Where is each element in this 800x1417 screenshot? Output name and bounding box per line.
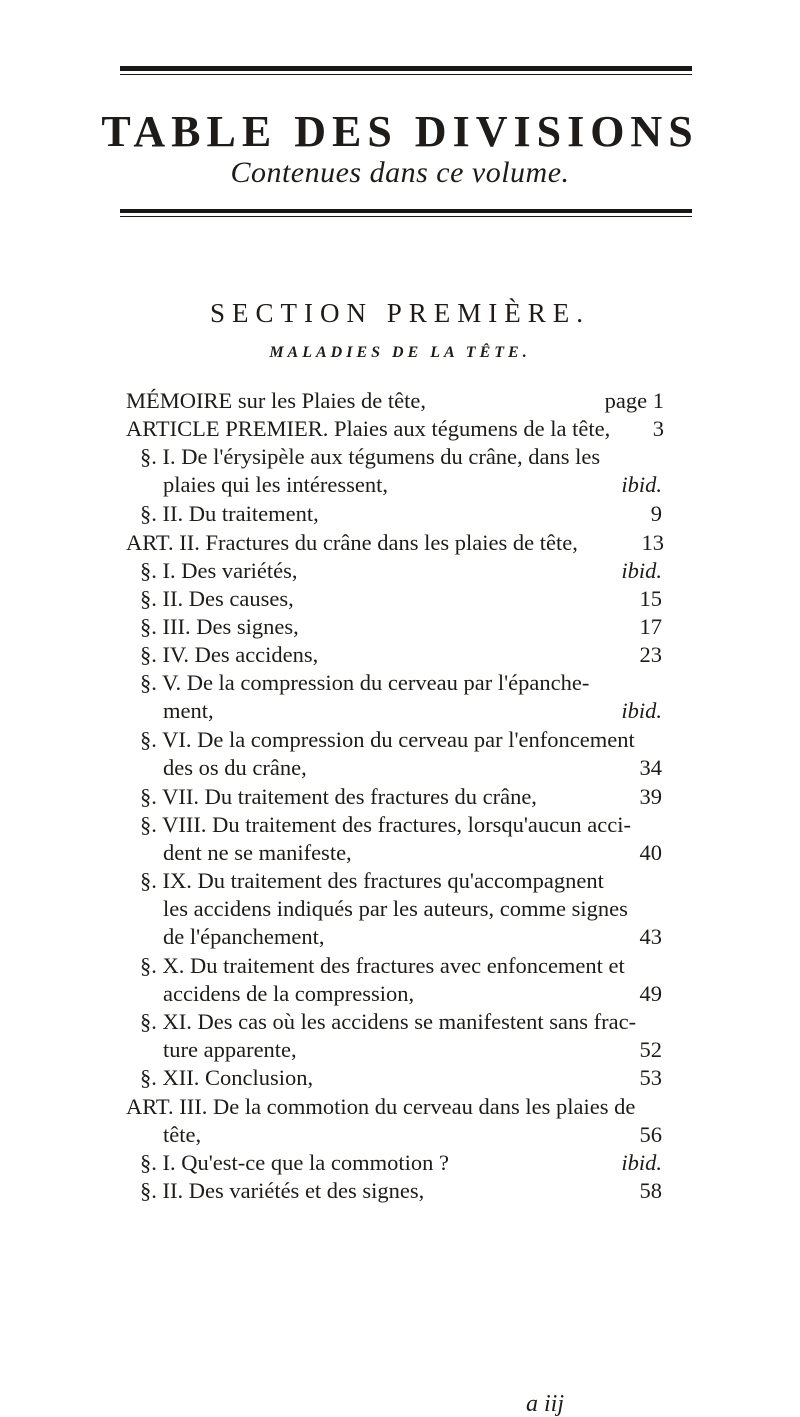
- toc-entry: [140, 667, 662, 698]
- toc-entry: [140, 1147, 662, 1178]
- top-rule-thin: [120, 74, 692, 75]
- toc-entry: [140, 583, 662, 614]
- toc-entry: [163, 837, 662, 868]
- toc-entry-page: 52: [639, 1037, 662, 1062]
- toc-entry-page: 43: [639, 924, 662, 949]
- toc-entry-text: §. I. Des variétés,: [140, 558, 298, 583]
- toc-entry-page: 3: [652, 416, 664, 441]
- toc-entry-text: dent ne se manifeste,: [163, 840, 352, 865]
- toc-entry: [163, 752, 662, 783]
- toc-entry-text: §. VIII. Du traitement des fractures, lorsqu'aucun acci-: [140, 812, 631, 837]
- toc-entry-text: plaies qui les intéressent,: [163, 472, 388, 497]
- toc-entry-text: §. I. Qu'est-ce que la commotion ?: [140, 1150, 449, 1175]
- middle-rule-thick: [120, 209, 692, 213]
- toc-entry: [140, 950, 662, 981]
- toc-entry: [163, 1119, 662, 1150]
- toc-entry-page: 15: [639, 586, 662, 611]
- toc-entry-page: 17: [639, 614, 662, 639]
- toc-entry: [140, 555, 662, 586]
- toc-entry-text: §. X. Du traitement des fractures avec enfoncement et: [140, 953, 625, 978]
- toc-entry: [126, 527, 664, 558]
- toc-entry-page: page 1: [604, 388, 664, 413]
- toc-entry-text: §. VII. Du traitement des fractures du crâne,: [140, 784, 537, 809]
- toc-entry-page: ibid.: [621, 558, 662, 583]
- toc-entry-text: MÉMOIRE sur les Plaies de tête,: [126, 388, 426, 413]
- toc-entry: [126, 385, 664, 416]
- toc-entry: [163, 921, 662, 952]
- middle-rule-thin: [120, 216, 692, 217]
- toc-entry-text: §. III. Des signes,: [140, 614, 299, 639]
- toc-entry-text: §. IV. Des accidens,: [140, 642, 319, 667]
- toc-entry: [140, 1006, 662, 1037]
- toc-entry-text: les accidens indiqués par les auteurs, comme signes: [163, 896, 628, 921]
- section-title: SECTION PREMIÈRE.: [209, 298, 590, 328]
- toc-entry-text: §. II. Du traitement,: [140, 501, 319, 526]
- toc-entry: [140, 781, 662, 812]
- toc-entry-text: §. II. Des causes,: [140, 586, 294, 611]
- signature-mark: a iij: [526, 1391, 565, 1417]
- toc-entry-page: 53: [639, 1065, 662, 1090]
- toc-entry-page: ibid.: [621, 1150, 662, 1175]
- toc-entry: [163, 978, 662, 1009]
- toc-entry-text: ART. II. Fractures du crâne dans les plaies de tête,: [126, 530, 578, 555]
- toc-entry-text: §. VI. De la compression du cerveau par l'enfoncement: [140, 727, 635, 752]
- top-rule-thick: [120, 66, 692, 71]
- toc-entry-page: 39: [639, 784, 662, 809]
- toc-entry: [140, 498, 662, 529]
- toc-entry-text: tête,: [163, 1122, 202, 1147]
- toc-entry-text: §. I. De l'érysipèle aux tégumens du crâne, dans les: [140, 444, 601, 469]
- toc-entry: [163, 469, 662, 500]
- toc-entry: [140, 724, 662, 755]
- toc-entry: [163, 695, 662, 726]
- toc-entry: [140, 1175, 662, 1206]
- toc-entry-text: §. V. De la compression du cerveau par l'épanche-: [140, 670, 590, 695]
- toc-entry: [140, 611, 662, 642]
- page-title: TABLE DES DIVISIONS: [101, 107, 699, 156]
- toc-entry-text: ture apparente,: [163, 1037, 297, 1062]
- toc-entry-text: §. IX. Du traitement des fractures qu'accompagnent: [140, 868, 604, 893]
- toc-entry-text: accidens de la compression,: [163, 981, 415, 1006]
- toc-entry-page: 34: [639, 755, 662, 780]
- toc-entry-text: §. XI. Des cas où les accidens se manifestent sans frac-: [140, 1009, 637, 1034]
- toc-entry-text: de l'épanchement,: [163, 924, 325, 949]
- toc-entry-page: ibid.: [621, 472, 662, 497]
- section-subtitle: MALADIES DE LA TÊTE.: [269, 344, 531, 361]
- toc-entry-text: ART. III. De la commotion du cerveau dans les plaies de: [126, 1094, 636, 1119]
- toc-entry: [163, 893, 662, 924]
- toc-entry: [140, 639, 662, 670]
- toc-entry: [126, 1091, 664, 1122]
- toc-entry-text: §. XII. Conclusion,: [140, 1065, 314, 1090]
- toc-entry-page: 13: [641, 530, 664, 555]
- toc-entry-text: ment,: [163, 698, 214, 723]
- page-subtitle: Contenues dans ce volume.: [230, 156, 570, 189]
- toc-entry-text: des os du crâne,: [163, 755, 307, 780]
- toc-entry: [140, 865, 662, 896]
- toc-entry: [140, 441, 662, 472]
- toc-entry-page: 56: [639, 1122, 662, 1147]
- toc-entry: [163, 1034, 662, 1065]
- toc-entry-page: 23: [639, 642, 662, 667]
- toc-entry-text: §. II. Des variétés et des signes,: [140, 1178, 425, 1203]
- toc-entry-page: 49: [639, 981, 662, 1006]
- toc-entry: [126, 413, 664, 444]
- toc-entry-page: 9: [650, 501, 662, 526]
- toc-entry-page: 40: [639, 840, 662, 865]
- toc-entry: [140, 809, 662, 840]
- toc-entry-text: ARTICLE PREMIER. Plaies aux tégumens de la tête,: [126, 416, 611, 441]
- toc-entry-page: ibid.: [621, 698, 662, 723]
- toc-entry: [140, 1062, 662, 1093]
- toc-entry-page: 58: [639, 1178, 662, 1203]
